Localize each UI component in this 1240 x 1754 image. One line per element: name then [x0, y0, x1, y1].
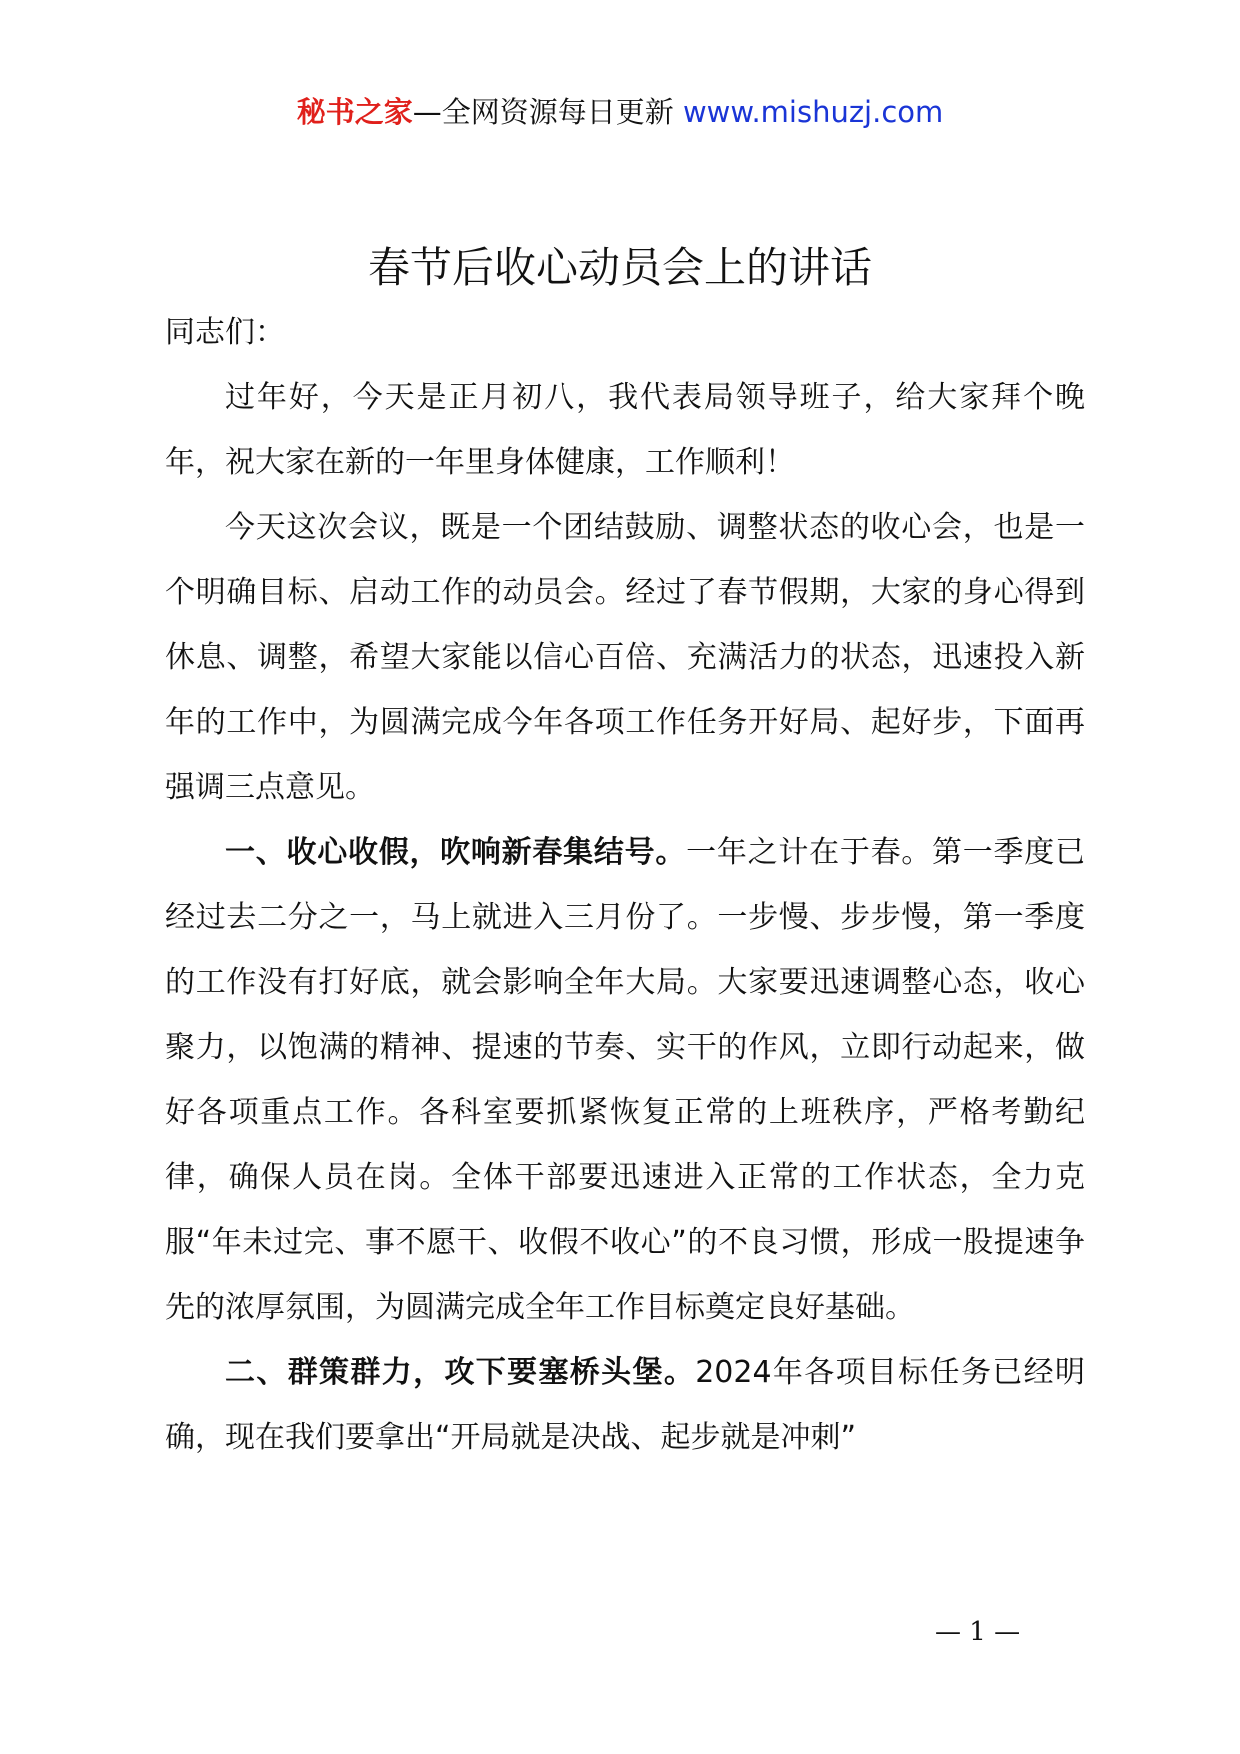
paragraph-section-one — [165, 820, 1085, 1340]
brand-name: 秘书之家 — [296, 95, 413, 129]
site-banner — [0, 92, 1240, 132]
paragraph-intro: 今天这次会议，既是一个团结鼓励、调整状态的收心会，也是一个明确目标、启动工作的动员会。经过了春节假期，大家的身心得到休息、调整，希望大家能以信心百倍、充满活力的状态，迅速投入新年的工作中，为圆满完成今年各项工作任务开好局、起好步，下面再强调三点意见。 — [165, 510, 1085, 805]
section-two-text: 2024年各项目标任务已经明确，现在我们要拿出“开局就是决战、起步就是冲刺” — [165, 1355, 1085, 1455]
section-one-text: 一年之计在于春。第一季度已经过去二分之一，马上就进入三月份了。一步慢、步步慢，第一季度的工作没有打好底，就会影响全年大局。大家要迅速调整心态，收心聚力，以饱满的精神、提速的节奏、实干的作风，立即行动起来，做好各项重点工作。各科室要抓紧恢复正常的上班秩序，严格考勤纪律，确保人员在岗。全体干部要迅速进入正常的工作状态，全力克服“年未过完、事不愿干、收假不收心”的不良习惯，形成一股提速争先的浓厚氛围，为圆满完成全年工作目标奠定良好基础。 — [165, 835, 1086, 1325]
section-two-heading: 二、群策群力，攻下要塞桥头堡。 — [225, 1355, 696, 1390]
paragraph-section-two — [165, 1340, 1085, 1470]
salutation: 同志们： — [165, 315, 285, 350]
document-body — [165, 300, 1085, 1470]
section-one-heading: 一、收心收假，吹响新春集结号。 — [225, 835, 687, 870]
page-number: — 1 — — [935, 1617, 1021, 1647]
site-url-link[interactable]: www.mishuzj.com — [682, 95, 944, 129]
paragraph-greeting: 过年好，今天是正月初八，我代表局领导班子，给大家拜个晚年，祝大家在新的一年里身体健康，工作顺利！ — [165, 380, 1085, 480]
document-title: 春节后收心动员会上的讲话 — [367, 243, 872, 292]
banner-slogan: —全网资源每日更新 — [412, 95, 674, 129]
